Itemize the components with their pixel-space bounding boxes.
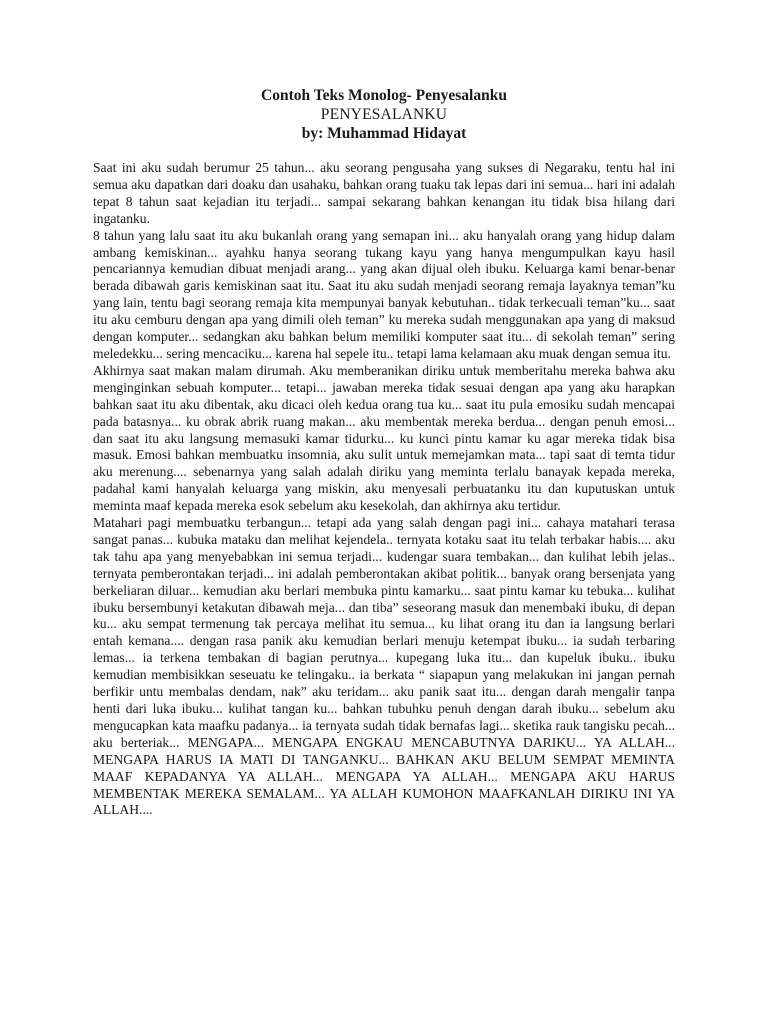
paragraph-1: Saat ini aku sudah berumur 25 tahun... aku seorang pengusaha yang sukses di Negaraku, tentu hal ini semua aku dapatkan dari doaku dan usahaku, bahkan orang tuaku tak lepas dari ini semua... hari ini adalah tepat 8 tahun saat kejadian itu terjadi... sampai sekarang bahkan kenangan itu tidak bisa hilang dari ingatanku.: [93, 160, 675, 226]
document-author: by: Muhammad Hidayat: [301, 125, 467, 142]
paragraph-3: Akhirnya saat makan malam dirumah. Aku memberanikan diriku untuk memberitahu mereka bahwa aku menginginkan sebuah komputer... tetapi... jawaban mereka tidak sesuai dengan apa yang aku harapkan bahkan saat itu aku dibentak, aku dicaci oleh kedua orang tua ku... saat itu pula emosiku sudah mencapai pada batasnya... ku obrak abrik ruang makan... aku membentak mereka berdua... dengan penuh emosi... dan saat itu aku langsung memasuki kamar tidurku... ku kunci pintu kamar ku agar mereka tidak bisa masuk. Emosi bahkan membuatku insomnia, aku sulit untuk memejamkan mata... tapi saat di temta tidur aku merenung.... sebenarnya yang salah adalah diriku yang meminta terlalu banayak kepada mereka, padahal kami hanyalah keluarga yang miskin, aku menyesali perbuatanku itu dan kuputuskan untuk meminta maaf kepada mereka esok sebelum aku kesekolah, dan akhirnya aku tertidur.: [93, 362, 675, 514]
document-heading: PENYESALANKU: [320, 106, 448, 123]
paragraph-2: 8 tahun yang lalu saat itu aku bukanlah orang yang semapan ini... aku hanyalah orang yang hidup dalam ambang kemiskinan... ayahku hanya seorang tukang kayu yang hanya mengumpulkan kayu hasil pencariannya kemudian dibuat menjadi arang... yang akan dijual oleh ibuku. Keluarga kami benar-benar berada dibawah garis kemiskinan saat itu. Saat itu aku sudah menjadi seorang remaja layaknya teman”ku yang lain, tentu bagi seorang remaja kita mempunyai banyak kebutuhan.. tidak terkecuali teman”ku... saat itu aku cemburu dengan apa yang dimili oleh teman” ku mereka sudah menggunakan apa yang di maksud dengan komputer... sedangkan aku bahkan belum memiliki komputer saat itu... di sekolah teman” sering meledekku... sering mencaciku... karena hal sepele itu.. tetapi lama kelamaan aku muak dengan semua itu.: [93, 227, 675, 361]
document-page: [93, 86, 675, 819]
document-body: [93, 160, 675, 819]
paragraph-4: Matahari pagi membuatku terbangun... tetapi ada yang salah dengan pagi ini... cahaya matahari terasa sangat panas... kubuka mataku dan melihat kejendela.. ternyata kotaku saat itu telah terbakar habis.... aku tak tahu apa yang menyebabkan ini semua terjadi... kudengar suara tembakan... dan kulihat lebih jelas.. ternyata pemberontakan terjadi... ini adalah pemberontakan akibat politik... banyak orang bersenjata yang berkeliaran diluar... kemudian aku berlari membuka pintu kamarku... saat pintu kamar ku tebuka... kulihat ibuku bersembunyi ketakutan dibawah meja... dan tiba” seseorang masuk dan menembaki ibuku, di depan ku... aku sempat termenung tak percaya melihat itu semua... ku lihat orang itu dan ia langsung berlari entah kemana.... dengan rasa panik aku kemudian berlari menuju ketempat ibuku... ia sudah terbaring lemas... ia terkena tembakan di bagian perutnya... kupegang luka itu... dan kupeluk ibuku.. ibuku kemudian membisikkan seseuatu ke telingaku.. ia berkata “ siapapun yang melakukan ini jangan pernah berfikir untu membalas dendam, nak” aku teridam... aku panik saat itu... dengan darah mengalir tanpa henti dari luka ibuku... kulihat tangan ku... bahkan tubuhku penuh dengan darah ibuku... sebelum aku mengucapkan kata maafku padanya... ia ternyata sudah tidak bernafas lagi... sketika rauk tangisku pecah... aku berteriak... MENGAPA... MENGAPA ENGKAU MENCABUTNYA DARIKU... YA ALLAH... MENGAPA HARUS IA MATI DI TANGANKU... BAHKAN AKU BELUM SEMPAT MEMINTA MAAF KEPADANYA YA ALLAH... MENGAPA YA ALLAH... MENGAPA AKU HARUS MEMBENTAK MEREKA SEMALAM... YA ALLAH KUMOHON MAAFKANLAH DIRIKU INI YA ALLAH....: [93, 515, 675, 818]
title-block: [93, 86, 675, 143]
document-title: Contoh Teks Monolog- Penyesalanku: [261, 87, 507, 104]
